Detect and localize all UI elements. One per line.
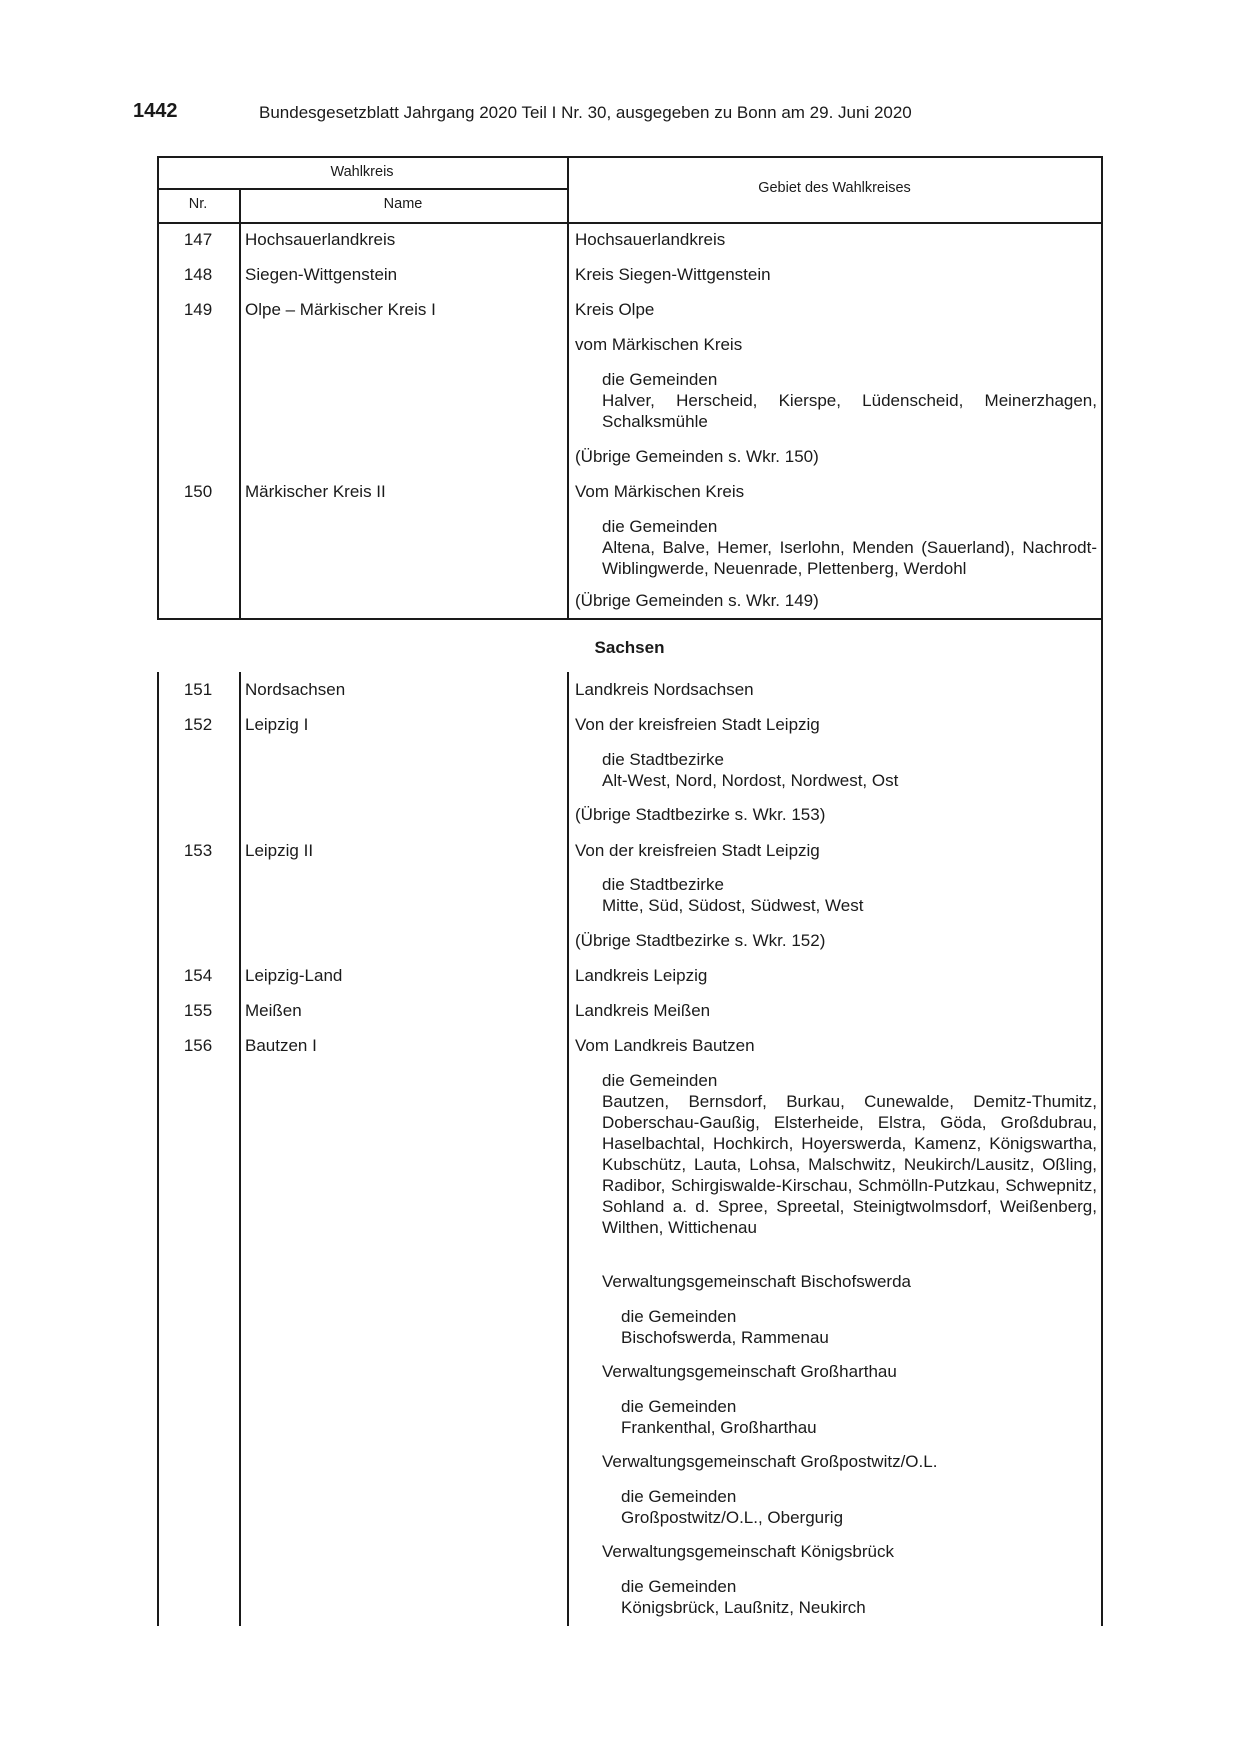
row-name: Olpe – Märkischer Kreis I <box>245 300 436 319</box>
row-area: (Übrige Gemeinden s. Wkr. 149) <box>575 591 819 610</box>
row-area: (Übrige Gemeinden s. Wkr. 150) <box>575 447 819 466</box>
row-area: die Stadtbezirke <box>602 750 724 769</box>
page-number: 1442 <box>133 100 178 122</box>
row-area: Mitte, Süd, Südost, Südwest, West <box>602 896 864 915</box>
row-area: Bischofswerda, Rammenau <box>621 1328 829 1347</box>
row-area: die Stadtbezirke <box>602 875 724 894</box>
row-name: Siegen-Wittgenstein <box>245 265 398 284</box>
row-area: Königsbrück, Laußnitz, Neukirch <box>621 1598 866 1617</box>
row-area: die Gemeinden <box>621 1397 737 1416</box>
row-area: vom Märkischen Kreis <box>575 335 743 354</box>
row-area: Verwaltungsgemeinschaft Großharthau <box>602 1362 897 1381</box>
row-area: Landkreis Meißen <box>575 1001 711 1020</box>
row-name: Bautzen I <box>245 1036 317 1055</box>
row-area: Kreis Siegen-Wittgenstein <box>575 265 771 284</box>
row-area: Vom Landkreis Bautzen <box>575 1036 755 1055</box>
row-name: Leipzig II <box>245 841 314 860</box>
row-nr: 152 <box>183 715 213 734</box>
row-area: die Gemeinden <box>621 1307 737 1326</box>
header-wahlkreis: Wahlkreis <box>330 164 394 180</box>
row-nr: 149 <box>183 300 213 319</box>
row-name: Leipzig I <box>245 715 309 734</box>
running-title: Bundesgesetzblatt Jahrgang 2020 Teil I Nr. 30, ausgegeben zu Bonn am 29. Juni 2020 <box>259 103 912 122</box>
nr-divider-bottom <box>239 672 241 1626</box>
name-divider-top <box>567 156 569 619</box>
left-border-top <box>157 156 159 619</box>
row-nr: 148 <box>183 265 213 284</box>
header-nr: Nr. <box>188 196 208 212</box>
header-gebiet: Gebiet des Wahlkreises <box>758 180 911 196</box>
row-area: Halver, Herscheid, Kierspe, Lüdenscheid, Meinerzhagen, Schalksmühle <box>602 391 1097 431</box>
header-name: Name <box>383 196 423 212</box>
row-name: Leipzig-Land <box>245 966 343 985</box>
row-area: Großpostwitz/O.L., Obergurig <box>621 1508 844 1527</box>
row-area: Verwaltungsgemeinschaft Großpostwitz/O.L. <box>602 1452 938 1471</box>
right-border <box>1101 156 1103 1626</box>
nr-divider-top <box>239 188 241 619</box>
row-nr: 151 <box>183 680 213 699</box>
row-nr: 156 <box>183 1036 213 1055</box>
header-split-line <box>157 188 567 190</box>
row-area: die Gemeinden <box>621 1487 737 1506</box>
row-area: (Übrige Stadtbezirke s. Wkr. 153) <box>575 805 826 824</box>
row-area: die Gemeinden <box>602 1071 718 1090</box>
row-area: Verwaltungsgemeinschaft Königsbrück <box>602 1542 894 1561</box>
row-nr: 147 <box>183 230 213 249</box>
row-nr: 155 <box>183 1001 213 1020</box>
section-title: Sachsen <box>594 638 665 657</box>
row-area: Landkreis Nordsachsen <box>575 680 754 699</box>
left-border-bottom <box>157 672 159 1626</box>
row-area: Vom Märkischen Kreis <box>575 482 745 501</box>
row-area: Altena, Balve, Hemer, Iserlohn, Menden (Sauerland), Nachrodt-Wiblingwerde, Neuenrade, Plettenberg, Werdohl <box>602 538 1097 578</box>
row-area: Von der kreisfreien Stadt Leipzig <box>575 715 820 734</box>
page-header <box>133 100 1093 130</box>
table-top-border <box>157 156 1102 158</box>
row-area: Alt-West, Nord, Nordost, Nordwest, Ost <box>602 771 899 790</box>
wahlkreis-table <box>157 156 1102 1626</box>
row-area: die Gemeinden <box>602 370 718 389</box>
row-area: Von der kreisfreien Stadt Leipzig <box>575 841 820 860</box>
row-nr: 153 <box>183 841 213 860</box>
row-nr: 150 <box>183 482 213 501</box>
row-area: Verwaltungsgemeinschaft Bischofswerda <box>602 1272 911 1291</box>
row-name: Nordsachsen <box>245 680 346 699</box>
row-area: die Gemeinden <box>621 1577 737 1596</box>
row-area: Kreis Olpe <box>575 300 655 319</box>
name-divider-bottom <box>567 672 569 1626</box>
header-bottom-border <box>157 222 1102 224</box>
row-nr: 154 <box>183 966 213 985</box>
row-name: Hochsauerlandkreis <box>245 230 396 249</box>
row-area: die Gemeinden <box>602 517 718 536</box>
row-area: Landkreis Leipzig <box>575 966 708 985</box>
row-area: Hochsauerlandkreis <box>575 230 726 249</box>
section-top-border <box>157 618 1102 620</box>
row-area: Bautzen, Bernsdorf, Burkau, Cunewalde, Demitz-Thumitz, Doberschau-Gaußig, Elsterheide, Elstra, Göda, Großdubrau, Haselbachtal, Hochkirch, Hoyerswerda, Kamenz, Königswartha, Kubschütz, Lauta, Lohsa, Malschwitz, Neukirch/Lausitz, Oßling, Radibor, Schirgiswalde-Kirschau, Schmölln-Putzkau, Schwepnitz, Sohland a. d. Spree, Spreetal, Steinigtwolmsdorf, Weißenberg, Wilthen, Wittichenau <box>602 1092 1097 1237</box>
row-name: Meißen <box>245 1001 302 1020</box>
row-area: (Übrige Stadtbezirke s. Wkr. 152) <box>575 931 826 950</box>
row-name: Märkischer Kreis II <box>245 482 386 501</box>
row-area: Frankenthal, Großharthau <box>621 1418 817 1437</box>
